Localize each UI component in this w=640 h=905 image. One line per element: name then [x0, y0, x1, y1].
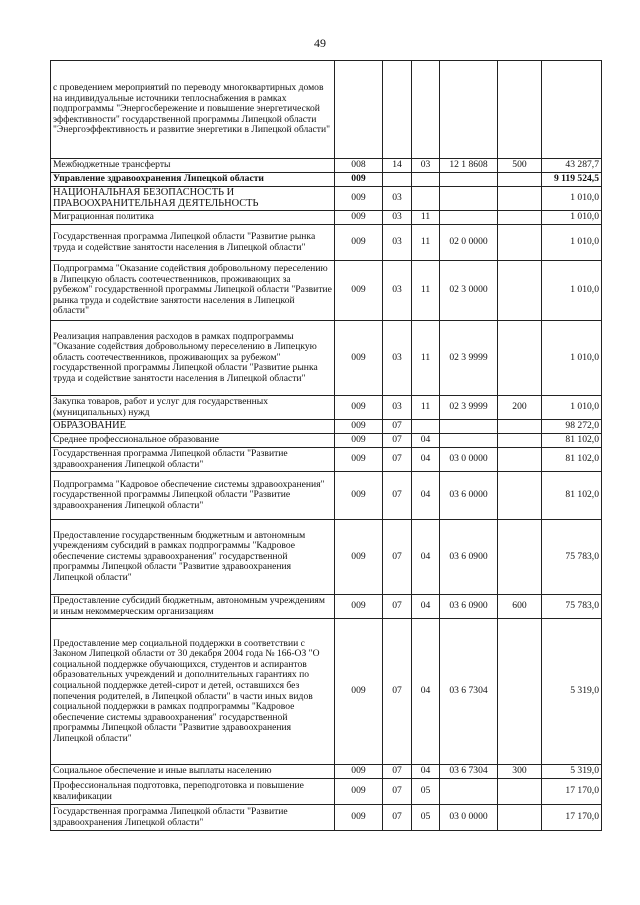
- row-description: Реализация направления расходов в рамках подпрограммы "Оказание содействия добровольному переселению в Липецкую область соотечественников, проживающих за рубежом" государственной программы Липецкой области "Развитие рынка труда и содействие занятости населения в Липецкой области": [51, 321, 335, 396]
- ministry-code: 009: [335, 211, 383, 225]
- section-code: [383, 61, 412, 159]
- target-article-code: [440, 61, 498, 159]
- section-code: 03: [383, 396, 412, 420]
- target-article-code: 03 0 0000: [440, 448, 498, 472]
- section-code: 07: [383, 448, 412, 472]
- target-article-code: 12 1 8608: [440, 159, 498, 173]
- table-row: [51, 261, 602, 321]
- section-code: 07: [383, 595, 412, 619]
- table-row: [51, 472, 602, 520]
- expense-type-code: [498, 211, 542, 225]
- row-description: Государственная программа Липецкой области "Развитие здравоохранения Липецкой области": [51, 805, 335, 831]
- target-article-code: 03 6 0000: [440, 472, 498, 520]
- table-row: [51, 619, 602, 765]
- amount: 81 102,0: [542, 448, 602, 472]
- ministry-code: 009: [335, 595, 383, 619]
- subsection-code: [412, 420, 440, 434]
- ministry-code: 009: [335, 520, 383, 595]
- expense-type-code: [498, 321, 542, 396]
- table-row: [51, 779, 602, 805]
- target-article-code: 03 6 7304: [440, 765, 498, 779]
- section-code: 14: [383, 159, 412, 173]
- target-article-code: 02 0 0000: [440, 225, 498, 261]
- target-article-code: 03 6 0900: [440, 520, 498, 595]
- table-row: [51, 765, 602, 779]
- expense-type-code: 200: [498, 396, 542, 420]
- row-description: с проведением мероприятий по переводу многоквартирных домов на индивидуальные источники теплоснабжения в рамках подпрограммы "Энергосбережение и повышение энергетической эффективности" государственной программы Липецкой области "Энергоэффективность и развитие энергетики в Липецкой области": [51, 61, 335, 159]
- target-article-code: [440, 434, 498, 448]
- section-code: 03: [383, 225, 412, 261]
- subsection-code: 11: [412, 396, 440, 420]
- table-row: [51, 187, 602, 211]
- amount: 5 319,0: [542, 619, 602, 765]
- section-code: [383, 173, 412, 187]
- subsection-code: 04: [412, 765, 440, 779]
- section-code: 07: [383, 472, 412, 520]
- table-row: [51, 173, 602, 187]
- expense-type-code: [498, 520, 542, 595]
- target-article-code: [440, 420, 498, 434]
- row-description: Межбюджетные трансферты: [51, 159, 335, 173]
- ministry-code: 009: [335, 434, 383, 448]
- section-code: 07: [383, 520, 412, 595]
- amount: 1 010,0: [542, 211, 602, 225]
- subsection-code: 05: [412, 779, 440, 805]
- subsection-code: 11: [412, 261, 440, 321]
- section-code: 03: [383, 321, 412, 396]
- ministry-code: 009: [335, 173, 383, 187]
- subsection-code: 11: [412, 321, 440, 396]
- row-description: Миграционная политика: [51, 211, 335, 225]
- amount: 75 783,0: [542, 520, 602, 595]
- expense-type-code: [498, 472, 542, 520]
- subsection-code: 04: [412, 619, 440, 765]
- subsection-code: [412, 173, 440, 187]
- ministry-code: 009: [335, 225, 383, 261]
- subsection-code: 04: [412, 472, 440, 520]
- ministry-code: 009: [335, 261, 383, 321]
- expense-type-code: [498, 225, 542, 261]
- subsection-code: 11: [412, 225, 440, 261]
- row-description: Социальное обеспечение и иные выплаты населению: [51, 765, 335, 779]
- amount: [542, 61, 602, 159]
- table-row: [51, 61, 602, 159]
- target-article-code: 03 6 7304: [440, 619, 498, 765]
- ministry-code: [335, 61, 383, 159]
- subsection-code: 05: [412, 805, 440, 831]
- section-code: 03: [383, 261, 412, 321]
- amount: 17 170,0: [542, 779, 602, 805]
- subsection-code: [412, 61, 440, 159]
- row-description: Подпрограмма "Кадровое обеспечение системы здравоохранения" государственной программы Липецкой области "Развитие здравоохранения Липецкой области": [51, 472, 335, 520]
- budget-table: [50, 60, 602, 831]
- section-code: 07: [383, 434, 412, 448]
- table-row: [51, 225, 602, 261]
- amount: 75 783,0: [542, 595, 602, 619]
- table-row: [51, 396, 602, 420]
- amount: 1 010,0: [542, 225, 602, 261]
- row-description: НАЦИОНАЛЬНАЯ БЕЗОПАСНОСТЬ И ПРАВООХРАНИТЕЛЬНАЯ ДЕЯТЕЛЬНОСТЬ: [51, 187, 335, 211]
- row-description: Предоставление субсидий бюджетным, автономным учреждениям и иным некоммерческим организациям: [51, 595, 335, 619]
- table-row: [51, 211, 602, 225]
- target-article-code: [440, 779, 498, 805]
- amount: 5 319,0: [542, 765, 602, 779]
- expense-type-code: [498, 779, 542, 805]
- table-row: [51, 420, 602, 434]
- subsection-code: 04: [412, 595, 440, 619]
- subsection-code: 04: [412, 448, 440, 472]
- ministry-code: 009: [335, 619, 383, 765]
- amount: 1 010,0: [542, 321, 602, 396]
- expense-type-code: [498, 448, 542, 472]
- row-description: Предоставление государственным бюджетным и автономным учреждениям субсидий в рамках подпрограммы "Кадровое обеспечение системы здравоохранения" государственной программы Липецкой области "Развитие здравоохранения Липецкой области": [51, 520, 335, 595]
- expense-type-code: [498, 420, 542, 434]
- expense-type-code: [498, 434, 542, 448]
- ministry-code: 009: [335, 765, 383, 779]
- section-code: 07: [383, 779, 412, 805]
- expense-type-code: [498, 173, 542, 187]
- amount: 98 272,0: [542, 420, 602, 434]
- section-code: 07: [383, 619, 412, 765]
- target-article-code: [440, 187, 498, 211]
- expense-type-code: 500: [498, 159, 542, 173]
- ministry-code: 009: [335, 448, 383, 472]
- amount: 81 102,0: [542, 472, 602, 520]
- row-description: Среднее профессиональное образование: [51, 434, 335, 448]
- amount: 9 119 524,5: [542, 173, 602, 187]
- ministry-code: 009: [335, 472, 383, 520]
- expense-type-code: 600: [498, 595, 542, 619]
- ministry-code: 009: [335, 321, 383, 396]
- amount: 1 010,0: [542, 261, 602, 321]
- expense-type-code: [498, 261, 542, 321]
- table-row: [51, 321, 602, 396]
- target-article-code: 02 3 9999: [440, 321, 498, 396]
- row-description: Управление здравоохранения Липецкой области: [51, 173, 335, 187]
- row-description: Подпрограмма "Оказание содействия добровольному переселению в Липецкую область соотечественников, проживающих за рубежом" государственной программы Липецкой области "Развитие рынка труда и содействие занятости населения в Липецкой области": [51, 261, 335, 321]
- section-code: 07: [383, 805, 412, 831]
- table-row: [51, 805, 602, 831]
- target-article-code: 02 3 0000: [440, 261, 498, 321]
- amount: 1 010,0: [542, 396, 602, 420]
- section-code: 03: [383, 187, 412, 211]
- target-article-code: 03 0 0000: [440, 805, 498, 831]
- ministry-code: 009: [335, 805, 383, 831]
- amount: 43 287,7: [542, 159, 602, 173]
- row-description: ОБРАЗОВАНИЕ: [51, 420, 335, 434]
- expense-type-code: [498, 805, 542, 831]
- row-description: Предоставление мер социальной поддержки в соответствии с Законом Липецкой области от 30 декабря 2004 года № 166-ОЗ "О социальной поддержке обучающихся, студентов и аспирантов образовательных учреждений и дополнительных гарантиях по социальной поддержке детей-сирот и детей, оставшихся без попечения родителей, в Липецкой области" в части иных видов социальной поддержки в рамках подпрограммы "Кадровое обеспечение системы здравоохранения" государственной программы Липецкой области "Развитие здравоохранения Липецкой области": [51, 619, 335, 765]
- page-number: 49: [314, 36, 326, 50]
- row-description: Профессиональная подготовка, переподготовка и повышение квалификации: [51, 779, 335, 805]
- table-row: [51, 595, 602, 619]
- table-row: [51, 520, 602, 595]
- amount: 17 170,0: [542, 805, 602, 831]
- expense-type-code: [498, 61, 542, 159]
- table-row: [51, 448, 602, 472]
- subsection-code: [412, 187, 440, 211]
- row-description: Государственная программа Липецкой области "Развитие здравоохранения Липецкой области": [51, 448, 335, 472]
- subsection-code: 11: [412, 211, 440, 225]
- subsection-code: 03: [412, 159, 440, 173]
- expense-type-code: [498, 619, 542, 765]
- section-code: 07: [383, 765, 412, 779]
- target-article-code: 03 6 0900: [440, 595, 498, 619]
- expense-type-code: 300: [498, 765, 542, 779]
- ministry-code: 008: [335, 159, 383, 173]
- subsection-code: 04: [412, 434, 440, 448]
- amount: 81 102,0: [542, 434, 602, 448]
- ministry-code: 009: [335, 187, 383, 211]
- ministry-code: 009: [335, 779, 383, 805]
- subsection-code: 04: [412, 520, 440, 595]
- section-code: 07: [383, 420, 412, 434]
- row-description: Государственная программа Липецкой области "Развитие рынка труда и содействие занятости населения в Липецкой области": [51, 225, 335, 261]
- section-code: 03: [383, 211, 412, 225]
- table-row: [51, 434, 602, 448]
- amount: 1 010,0: [542, 187, 602, 211]
- target-article-code: 02 3 9999: [440, 396, 498, 420]
- target-article-code: [440, 173, 498, 187]
- target-article-code: [440, 211, 498, 225]
- table-row: [51, 159, 602, 173]
- ministry-code: 009: [335, 396, 383, 420]
- expense-type-code: [498, 187, 542, 211]
- row-description: Закупка товаров, работ и услуг для государственных (муниципальных) нужд: [51, 396, 335, 420]
- ministry-code: 009: [335, 420, 383, 434]
